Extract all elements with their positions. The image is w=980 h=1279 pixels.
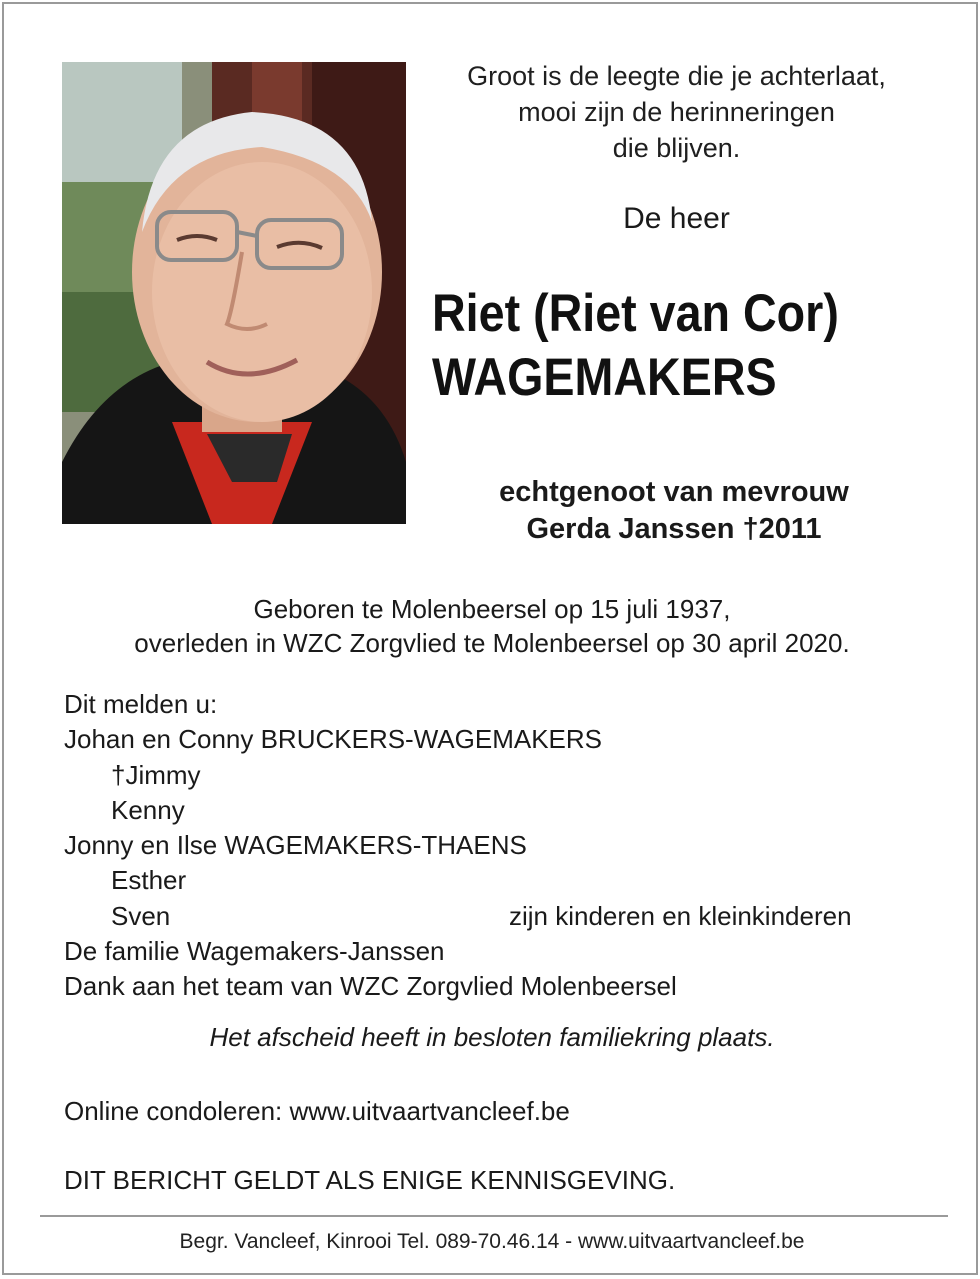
family-row: †Jimmy (111, 759, 201, 790)
family-relation: zijn kinderen en kleinkinderen (509, 900, 852, 931)
family-row (64, 899, 944, 934)
spouse-info (414, 474, 934, 548)
life-dates (24, 592, 960, 660)
family-row-name: Sven (111, 900, 171, 931)
family-row: Kenny (111, 794, 185, 825)
online-condolence: Online condoleren: www.uitvaartvancleef.be (64, 1096, 570, 1126)
family-row: De familie Wagemakers-Janssen (64, 936, 445, 967)
deceased-name (432, 282, 890, 410)
spouse-line2: Gerda Janssen †2011 (526, 513, 822, 545)
family-row: Johan en Conny BRUCKERS-WAGEMAKERS (64, 724, 603, 755)
family-row: Esther (111, 865, 187, 896)
salutation: De heer (623, 202, 730, 235)
spouse-line1: echtgenoot van mevrouw (499, 476, 849, 508)
family-row: Jonny en Ilse WAGEMAKERS-THAENS (64, 830, 527, 861)
quote-line: mooi zijn de herinneringen (518, 97, 835, 127)
divider (40, 1215, 948, 1217)
footer: Begr. Vancleef, Kinrooi Tel. 089-70.46.14 - www.uitvaartvancleef.be (179, 1230, 805, 1253)
deceased-name-line1: Riet (Riet van Cor) (432, 284, 839, 343)
family-intro: Dit melden u: (64, 689, 218, 719)
birth-line: Geboren te Molenbeersel op 15 juli 1937, (253, 594, 731, 624)
obituary-card (2, 2, 978, 1275)
quote-line: die blijven. (612, 133, 741, 163)
quote-line: Groot is de leegte die je achterlaat, (467, 61, 886, 91)
family-row: Dank aan het team van WZC Zorgvlied Molenbeersel (64, 971, 677, 1002)
family-list (64, 687, 944, 1005)
death-line: overleden in WZC Zorgvlied te Molenbeersel op 30 april 2020. (134, 628, 850, 658)
notice-statement: DIT BERICHT GELDT ALS ENIGE KENNISGEVING. (64, 1165, 676, 1195)
quote (414, 58, 939, 166)
deceased-surname: WAGEMAKERS (432, 348, 777, 407)
portrait-photo (62, 62, 406, 524)
farewell-note: Het afscheid heeft in besloten familiekring plaats. (209, 1022, 775, 1052)
